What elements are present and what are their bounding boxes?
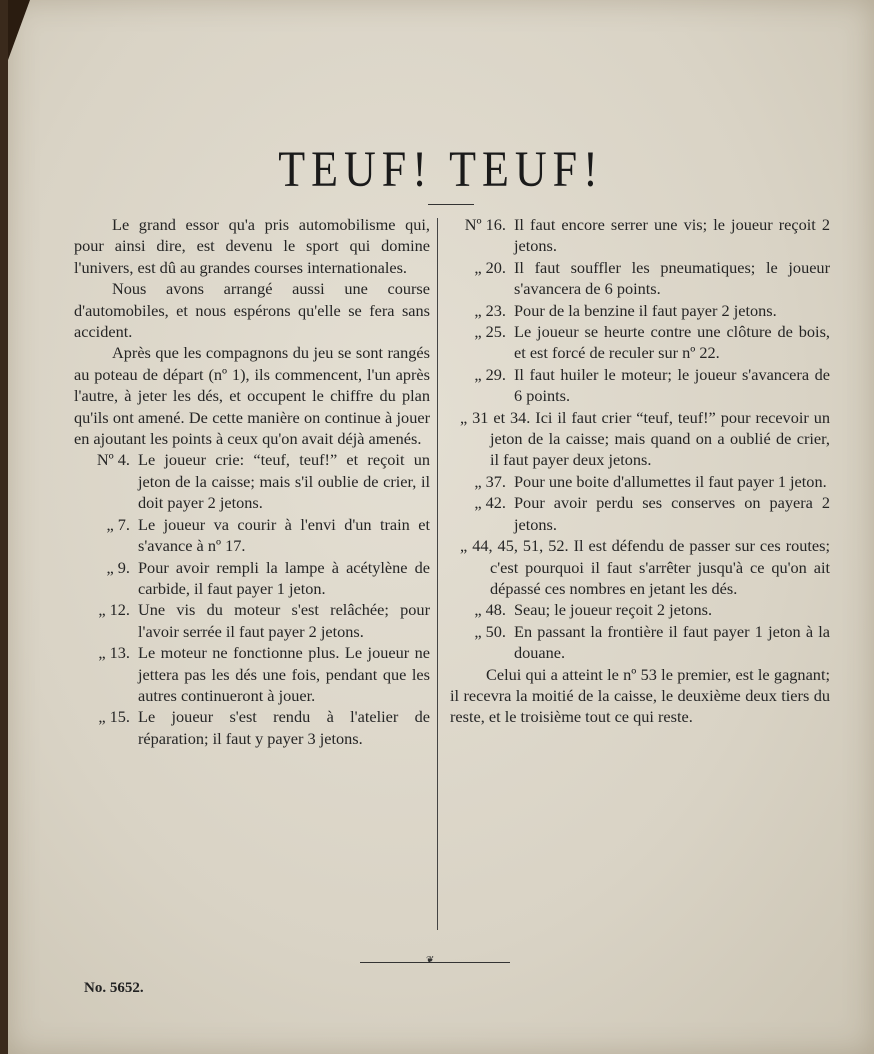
rule-item-37 [450, 471, 830, 492]
rule-text: Le joueur se heurte contre une clôture de bois, et est forcé de reculer sur nº 22. [514, 322, 830, 363]
rule-item-29 [450, 364, 830, 407]
rule-number: „ 13. [98, 643, 130, 663]
rule-number: Nº 16. [464, 215, 506, 234]
rule-item-25 [450, 321, 830, 364]
rule-text: Seau; le joueur reçoit 2 jetons. [514, 600, 713, 620]
page-title: TEUF! TEUF! [278, 141, 604, 198]
rule-text: Ici il faut crier “teuf, teuf!” pour recevoir un jeton de la caisse; mais quand on a oublié de crier, il faut payer deux jetons. [490, 407, 830, 470]
document-page [8, 0, 874, 1054]
rule-number: „ 15. [98, 707, 130, 727]
catalog-number: No. 5652. [84, 980, 144, 996]
rule-item-15 [74, 706, 430, 749]
rule-number: „ 29. [474, 364, 506, 384]
closing-paragraph: Celui qui a atteint le nº 53 le premier, est le gagnant; il recevra la moitié de la caisse, le deuxième deux tiers du reste, et le troisième tout ce qui reste. [450, 664, 830, 727]
rule-item-23 [450, 300, 830, 321]
rule-text: Pour de la benzine il faut payer 2 jetons. [514, 300, 777, 320]
rule-item-16 [450, 214, 830, 257]
right-column [450, 214, 830, 728]
rule-item-42 [450, 492, 830, 535]
rule-text: Pour une boite d'allumettes il faut payer 1 jeton. [514, 471, 827, 491]
rule-text: Il est défendu de passer sur ces routes; c'est pourquoi il faut s'arrêter jusqu'à ce qu'on ait dépassé ces nombres en jetant les dés. [490, 536, 830, 598]
rule-item-9 [74, 557, 430, 600]
rule-number: „ 42. [474, 493, 506, 513]
left-column [74, 214, 430, 749]
rule-number: „ 37. [474, 471, 506, 491]
rule-text: Le joueur crie: “teuf, teuf!” et reçoit un jeton de la caisse; mais s'il oublie de crier, il doit payer 2 jetons. [138, 450, 430, 513]
title-rule [428, 204, 474, 205]
rule-text: Pour avoir rempli la lampe à acétylène de carbide, il faut payer 1 jeton. [138, 557, 430, 598]
rule-number: „ 48. [474, 600, 506, 620]
rule-number: „ 9. [106, 557, 130, 577]
rule-text: Le joueur va courir à l'envi d'un train et s'avance à nº 17. [138, 514, 430, 556]
rule-text: Le moteur ne fonctionne plus. Le joueur ne jettera pas les dés une fois, pendant que les autres continueront à jouer. [138, 643, 430, 705]
rule-text: Une vis du moteur s'est relâchée; pour l'avoir serrée il faut payer 2 jetons. [138, 600, 430, 641]
torn-corner [8, 0, 30, 60]
ornament-flourish-icon: ❦ [426, 955, 435, 966]
rule-text: Pour avoir perdu ses conserves on payera 2 jetons. [514, 493, 830, 534]
rule-item-44-52 [450, 535, 830, 599]
intro-paragraph-3: Après que les compagnons du jeu se sont rangés au poteau de départ (nº 1), ils commencent, l'un après l'autre, à jeter les dés, et occupent le chiffre du plan qu'ils ont amené. De cette manière on continue à jouer en ajoutant les points à ceux qu'on avait déjà amenés. [74, 343, 430, 449]
rule-item-7 [74, 514, 430, 557]
intro-paragraph-2: Nous avons arrangé aussi une course d'automobiles, et nous espérons qu'elle se fera sans accident. [74, 279, 430, 342]
rule-item-4 [74, 449, 430, 513]
rule-item-50 [450, 621, 830, 664]
rule-number: „ 7. [106, 514, 130, 534]
rule-item-48 [450, 599, 830, 620]
rule-number: „ 50. [474, 621, 506, 641]
rule-text: Il faut huiler le moteur; le joueur s'avancera de 6 points. [514, 364, 830, 406]
footer-ornament [360, 955, 510, 966]
intro-paragraph-1: Le grand essor qu'a pris automobilisme qui, pour ainsi dire, est devenu le sport qui domine l'univers, est dû au grandes courses internationales. [74, 215, 430, 277]
rule-number: „ 23. [474, 300, 506, 320]
rule-text: Il faut souffler les pneumatiques; le joueur s'avancera de 6 points. [514, 257, 830, 299]
rule-number: „ 44, 45, 51, 52. [460, 536, 569, 556]
rule-item-31-34 [450, 407, 830, 471]
rule-item-13 [74, 642, 430, 706]
rule-number: „ 25. [474, 322, 506, 342]
rule-item-12 [74, 599, 430, 642]
rule-item-20 [450, 257, 830, 300]
rule-number: „ 12. [98, 600, 130, 620]
rule-number: „ 31 et 34. [460, 407, 531, 427]
rule-number: Nº 4. [96, 450, 130, 470]
rule-text: Le joueur s'est rendu à l'atelier de réparation; il faut y payer 3 jetons. [138, 707, 430, 748]
column-divider [437, 218, 438, 930]
rule-number: „ 20. [474, 257, 506, 277]
rule-text: En passant la frontière il faut payer 1 jeton à la douane. [514, 621, 830, 663]
rule-text: Il faut encore serrer une vis; le joueur reçoit 2 jetons. [514, 215, 830, 256]
